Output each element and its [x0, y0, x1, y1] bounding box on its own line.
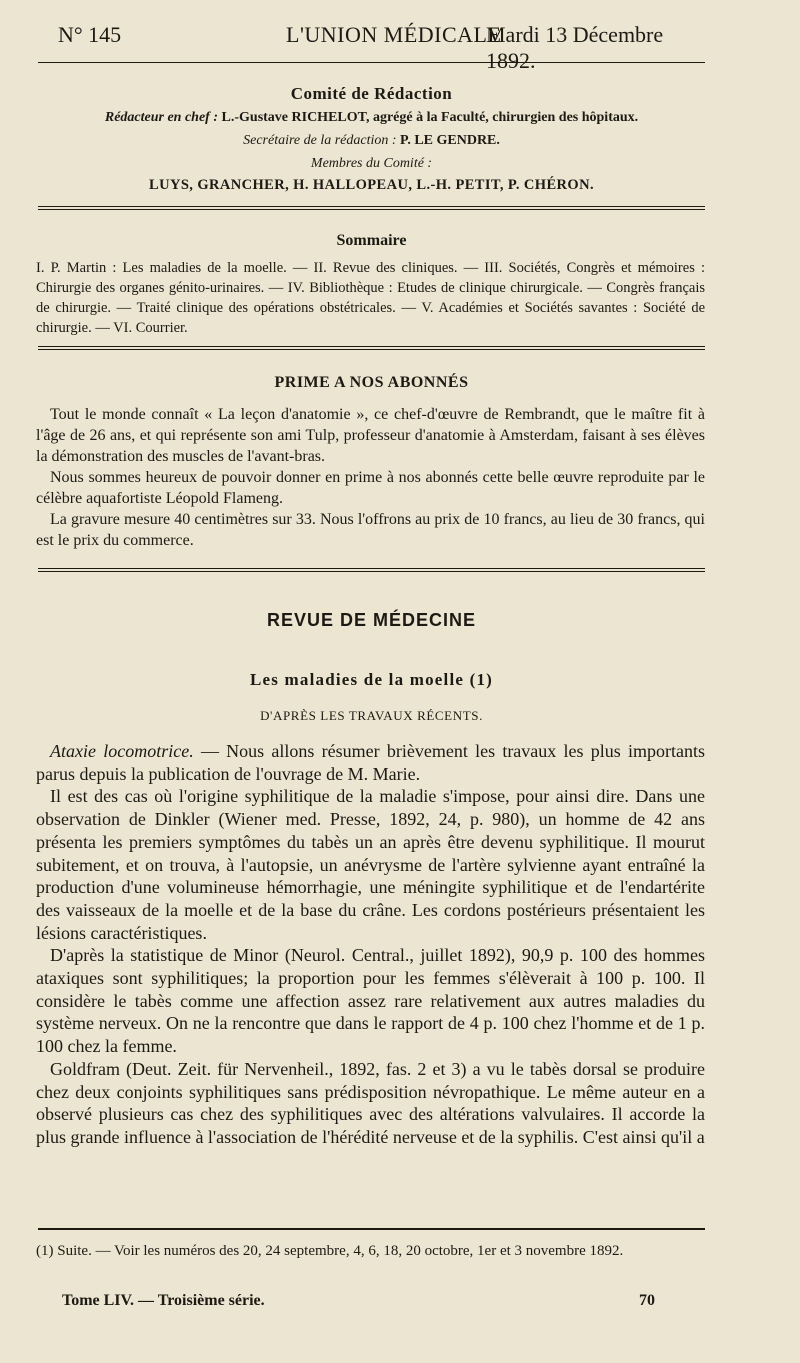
footnote-rule: [38, 1228, 705, 1230]
paragraph-text: — Nous allons résumer brièvement les travaux les plus importants parus depuis la publication de l'ouvrage de M. Marie.: [36, 741, 706, 784]
sommaire-rule: [38, 346, 705, 350]
issue-number: N° 145: [58, 22, 122, 47]
article-paragraph: Goldfram (Deut. Zeit. für Nervenheil., 1892, fas. 2 et 3) a vu le tabès dorsal se produire chez deux conjoints syphilitiques sans prédisposition névropathique. Le même auteur en a observé plusieurs cas chez des syphilitiques avec des altérations valvulaires. Il accorde la plus grande influence à l'association de l'hérédité nerveuse et de la syphilis. C'est ainsi qu'il a: [36, 1058, 705, 1147]
redacteur-line: [38, 110, 705, 126]
article-body: [36, 740, 705, 1149]
section-title: REVUE DE MÉDECINE: [266, 610, 477, 630]
prime-paragraph: Tout le monde connaît « La leçon d'anatomie », ce chef-d'œuvre de Rembrandt, que le maître fit à l'âge de 26 ans, et qui représente son ami Tulp, professeur d'anatomie à Amsterdam, faisant à ses élèves la démonstration des muscles de l'avant-bras.: [36, 406, 705, 465]
sommaire-text: I. P. Martin : Les maladies de la moelle. — II. Revue des cliniques. — III. Sociétés, Congrès et mémoires : Chirurgie des organes génito-urinaires. — IV. Bibliothèque : Etudes de clinique chirurgicale. — Congrès français de chirurgie. — Traité clinique des opérations obstétricales. — V. Académies et Sociétés savantes : Société de chirurgie. — VI. Courrier.: [36, 260, 705, 336]
article-paragraph: Il est des cas où l'origine syphilitique de la maladie s'impose, pour ainsi dire. Dans une observation de Dinkler (Wiener med. Presse, 1892, 24, p. 980), un homme de 42 ans présenta les premiers symptômes du tabès un an après être devenu syphilitique. Il mourut subitement, et on trouva, à l'autopsie, un anévrysme de l'artère sylvienne ayant entraîné la production d'une volumineuse hémorrhagie, une méningite syphilitique et de l'endartérite des vaisseaux de la moelle et de la base du crâne. Les cordons postérieurs présentaient les lésions caractéristiques.: [36, 786, 705, 943]
page-number: 70: [639, 1292, 655, 1309]
article-title: Les maladies de la moelle (1): [249, 670, 494, 689]
article-paragraph: [36, 740, 705, 785]
membres-label: Membres du Comité :: [310, 156, 433, 171]
secretaire-line: [38, 133, 705, 149]
tome-label: Tome LIV. — Troisième série.: [62, 1292, 265, 1309]
header-rule: [38, 62, 705, 63]
issue-date: Mardi 13 Décembre 1892.: [486, 22, 664, 73]
redacteur-value: L.-Gustave RICHELOT, agrégé à la Faculté, chirurgien des hôpitaux.: [221, 110, 639, 125]
prime-paragraph: La gravure mesure 40 centimètres sur 33. Nous l'offrons au prix de 10 francs, au lieu de 30 francs, qui est le prix du commerce.: [36, 511, 705, 549]
secretaire-value: P. LE GENDRE.: [400, 133, 500, 148]
redacteur-label: Rédacteur en chef :: [104, 110, 219, 125]
article-subtitle: D'APRÈS LES TRAVAUX RÉCENTS.: [260, 708, 483, 723]
journal-title: L'UNION MÉDICALE: [286, 22, 502, 47]
prime-paragraph: Nous sommes heureux de pouvoir donner en prime à nos abonnés cette belle œuvre reproduite par le célèbre aquafortiste Léopold Flameng.: [36, 469, 705, 507]
paragraph-lead: Ataxie locomotrice.: [50, 741, 194, 761]
prime-title: PRIME A NOS ABONNÉS: [274, 374, 469, 391]
article-paragraph: D'après la statistique de Minor (Neurol. Central., juillet 1892), 90,9 p. 100 des hommes ataxiques sont syphilitiques; la proportion pour les femmes s'élèverait à 100 p. 100. Il considère le tabès comme une affection assez rare relativement aux autres maladies du système nerveux. On ne la rencontre que dans le rapport de 4 p. 100 chez l'homme et de 1 p. 100 chez la femme.: [36, 945, 705, 1057]
membres-list: LUYS, GRANCHER, H. HALLOPEAU, L.-H. PETIT, P. CHÉRON.: [149, 177, 594, 193]
comite-title: Comité de Rédaction: [290, 84, 453, 103]
prime-text: [36, 404, 705, 551]
secretaire-label: Secrétaire de la rédaction :: [243, 133, 397, 148]
comite-rule: [38, 206, 705, 210]
footnote: (1) Suite. — Voir les numéros des 20, 24 septembre, 4, 6, 18, 20 octobre, 1er et 3 novembre 1892.: [36, 1243, 624, 1259]
page-footer: [62, 1292, 655, 1310]
sommaire-title: Sommaire: [336, 232, 407, 249]
prime-rule: [38, 568, 705, 572]
